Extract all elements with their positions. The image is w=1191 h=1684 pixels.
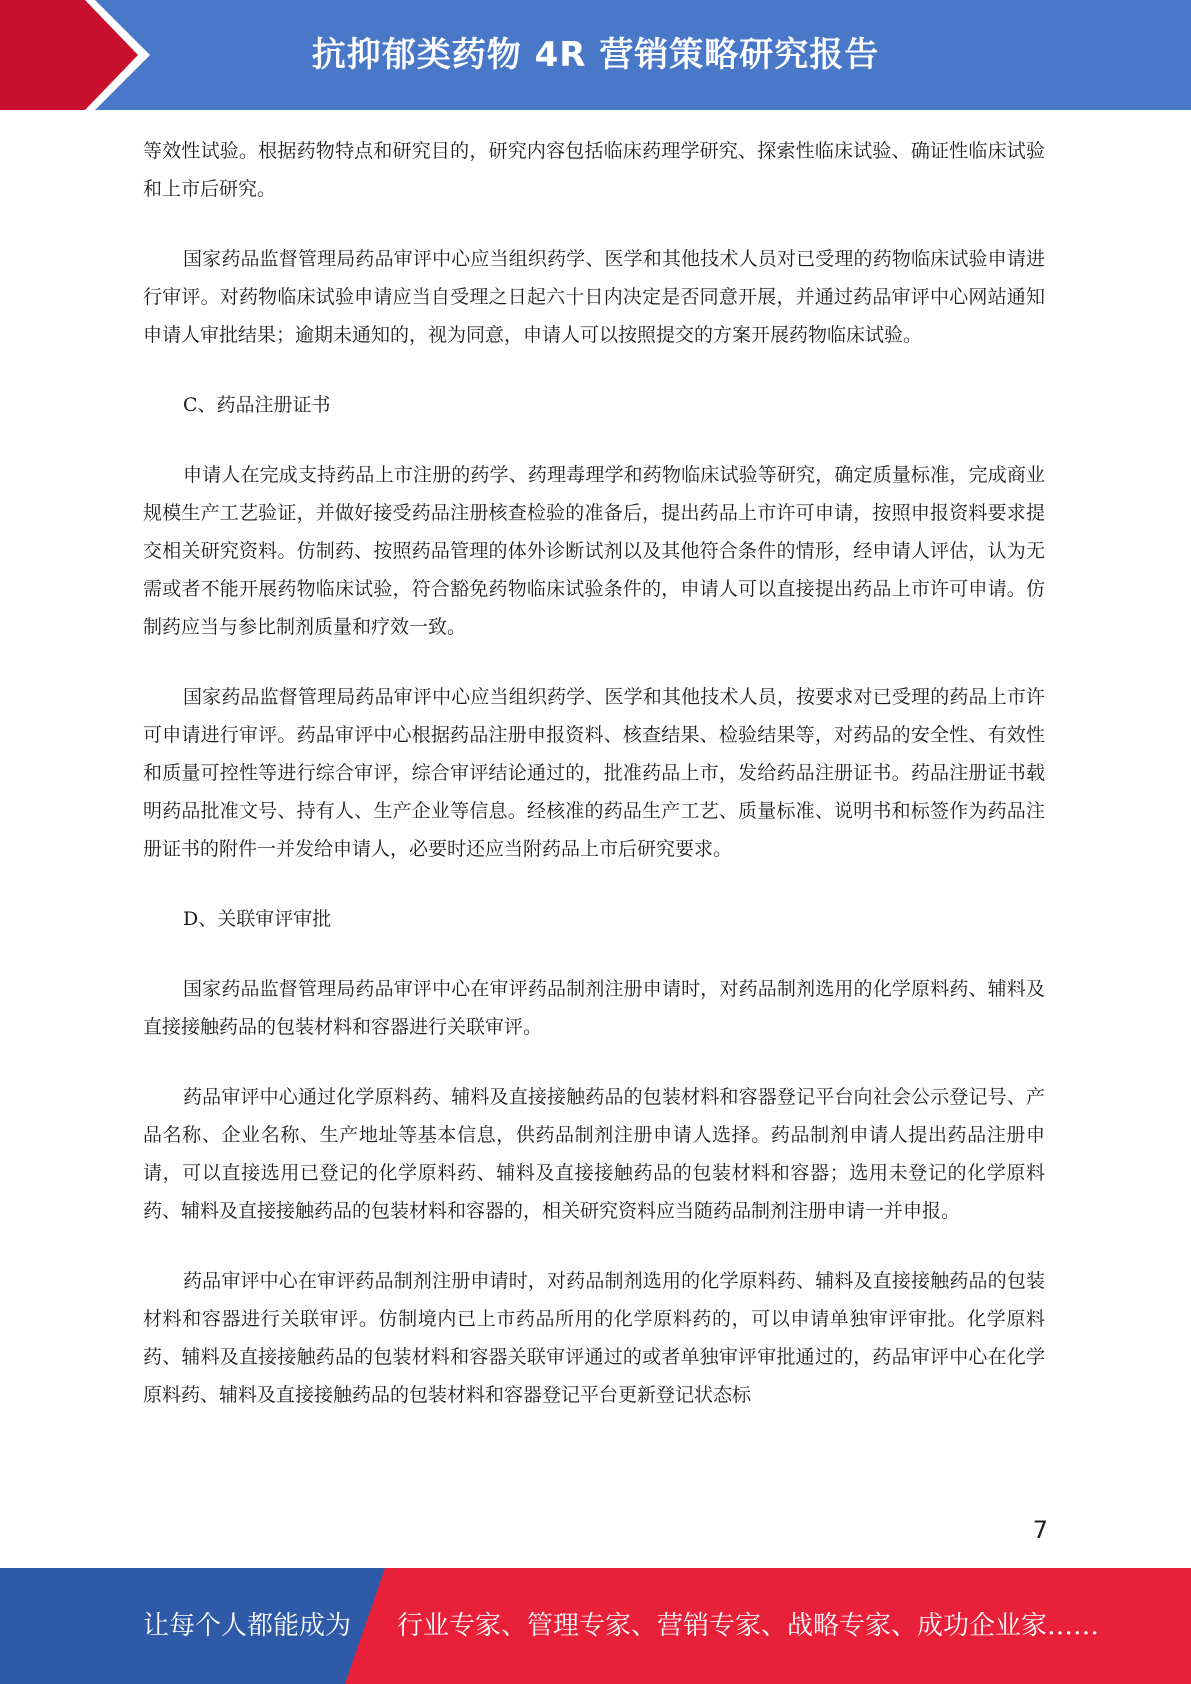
paragraph: 国家药品监督管理局药品审评中心应当组织药学、医学和其他技术人员，按要求对已受理的药品上市许可申请进行审评。药品审评中心根据药品注册申报资料、核查结果、检验结果等，对药品的安全性、有效性和质量可控性等进行综合审评，综合审评结论通过的，批准药品上市，发给药品注册证书。药品注册证书载明药品批准文号、持有人、生产企业等信息。经核准的药品生产工艺、质量标准、说明书和标签作为药品注册证书的附件一并发给申请人，必要时还应当附药品上市后研究要求。: [143, 686, 1045, 860]
paragraph-continuation: 等效性试验。根据药物特点和研究目的，研究内容包括临床药理学研究、探索性临床试验、确证性临床试验和上市后研究。: [143, 140, 1045, 200]
footer-slogan-right: 行业专家、管理专家、营销专家、战略专家、成功企业家……: [397, 1611, 1100, 1641]
paragraph: 申请人在完成支持药品上市注册的药学、药理毒理学和药物临床试验等研究，确定质量标准，完成商业规模生产工艺验证，并做好接受药品注册核查检验的准备后，提出药品上市许可申请，按照申报资料要求提交相关研究资料。仿制药、按照药品管理的体外诊断试剂以及其他符合条件的情形，经申请人评估，认为无需或者不能开展药物临床试验，符合豁免药物临床试验条件的，申请人可以直接提出药品上市许可申请。仿制药应当与参比制剂质量和疗效一致。: [143, 464, 1045, 638]
page-header: [0, 0, 1191, 110]
paragraph: 药品审评中心通过化学原料药、辅料及直接接触药品的包装材料和容器登记平台向社会公示登记号、产品名称、企业名称、生产地址等基本信息，供药品制剂注册申请人选择。药品制剂申请人提出药品注册申请，可以直接选用已登记的化学原料药、辅料及直接接触药品的包装材料和容器；选用未登记的化学原料药、辅料及直接接触药品的包装材料和容器的，相关研究资料应当随药品制剂注册申请一并申报。: [143, 1086, 1045, 1222]
page-number: 7: [1032, 1516, 1048, 1544]
section-heading-c: C、药品注册证书: [183, 394, 331, 416]
red-chevron-arrow-icon: [0, 0, 240, 110]
section-heading-d: D、关联审评审批: [183, 908, 332, 930]
document-title: 抗抑郁类药物 4R 营销策略研究报告: [311, 35, 880, 75]
paragraph: 药品审评中心在审评药品制剂注册申请时，对药品制剂选用的化学原料药、辅料及直接接触药品的包装材料和容器进行关联审评。仿制境内已上市药品所用的化学原料药的，可以申请单独审评审批。化学原料药、辅料及直接接触药品的包装材料和容器关联审评通过的或者单独审评审批通过的，药品审评中心在化学原料药、辅料及直接接触药品的包装材料和容器登记平台更新登记状态标: [143, 1270, 1045, 1406]
page-footer: [0, 1568, 1191, 1684]
footer-slogan-left: 让每个人都能成为: [143, 1611, 352, 1641]
paragraph: 国家药品监督管理局药品审评中心应当组织药学、医学和其他技术人员对已受理的药物临床试验申请进行审评。对药物临床试验申请应当自受理之日起六十日内决定是否同意开展，并通过药品审评中心网站通知申请人审批结果；逾期未通知的，视为同意，申请人可以按照提交的方案开展药物临床试验。: [143, 248, 1045, 346]
paragraph: 国家药品监督管理局药品审评中心在审评药品制剂注册申请时，对药品制剂选用的化学原料药、辅料及直接接触药品的包装材料和容器进行关联审评。: [143, 978, 1045, 1038]
document-body: [143, 132, 1045, 1446]
